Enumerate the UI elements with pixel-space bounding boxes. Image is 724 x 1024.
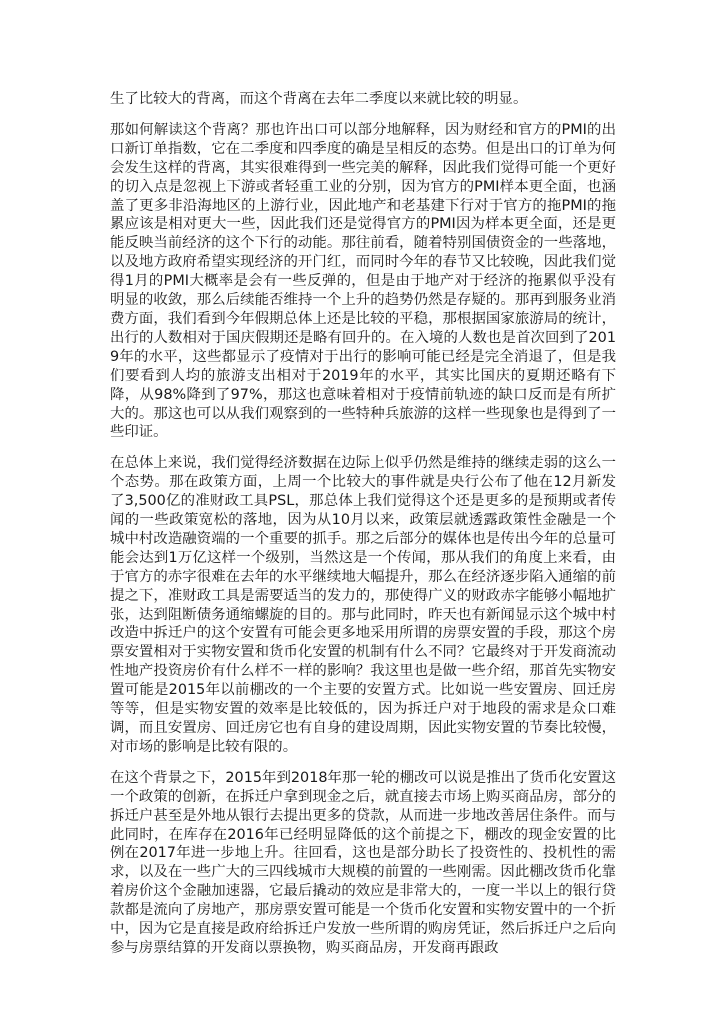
paragraph-2: 那如何解读这个背离？那也许出口可以部分地解释，因为财经和官方的PMI的出口新订单指数，它在二季度和四季度的确是呈相反的态势。但是出口的订单为何会发生这样的背离，其实很难得到一些完美的解释，因此我们觉得可能一个更好的切入点是忽视上下游或者轻重工业的分别，因为官方的PMI样本更全面，也涵盖了更多非沿海地区的上游行业，因此地产和老基建下行对于官方的拖PMI的拖累应该是相对更大一些，因此我们还是觉得官方的PMI因为样本更全面，还是更能反映当前经济的这个下行的动能。那往前看，随着特别国债资金的一些落地，以及地方政府希望实现经济的开门红，而同时今年的春节又比较晚，因此我们觉得1月的PMI大概率是会有一些反弹的，但是由于地产对于经济的拖累似乎没有明显的收敛，那么后续能否维持一个上升的趋势仍然是存疑的。那再到服务业消费方面，我们看到今年假期总体上还是比较的平稳，那根据国家旅游局的统计，出行的人数相对于国庆假期还是略有回升的。在入境的人数也是首次回到了2019年的水平，这些都显示了疫情对于出行的影响可能已经是完全消退了，但是我们要看到人均的旅游支出相对于2019年的水平，其实比国庆的夏期还略有下降，从98%降到了97%，那这也意味着相对于疫情前轨迹的缺口反而是有所扩大的。那这也可以从我们观察到的一些特种兵旅游的这样一些现象也是得到了一些印证。 — [110, 121, 616, 441]
paragraph-1: 生了比较大的背离，而这个背离在去年二季度以来就比较的明显。 — [110, 91, 528, 107]
paragraph-3: 在总体上来说，我们觉得经济数据在边际上似乎仍然是维持的继续走弱的这么一个态势。那在政策方面，上周一个比较大的事件就是央行公布了他在12月新发了3,500亿的准财政工具PSL，那总体上我们觉得这个还是更多的是预期或者传闻的一些政策宽松的落地，因为从10月以来，政策层就透露政策性金融是一个城中村改造融资端的一个重要的抓手。那之后部分的媒体也是传出今年的总量可能会达到1万亿这样一个级别，当然这是一个传闻，那从我们的角度上来看，由于官方的赤字很难在去年的水平继续地大幅提升，那么在经济逐步陷入通缩的前提之下，准财政工具是需要适当的发力的，那使得广义的财政赤字能够小幅地扩张，达到阻断债务通缩螺旋的目的。那与此同时，昨天也有新闻显示这个城中村改造中拆迁户的这个安置有可能会更多地采用所谓的房票安置的手段，那这个房票安置相对于实物安置和货币化安置的机制有什么不同？它最终对于开发商流动性地产投资房价有什么样不一样的影响？我这里也是做一些介绍，那首先实物安置可能是2015年以前棚改的一个主要的安置方式。比如说一些安置房、回迁房等等，但是实物安置的效率是比较低的，因为拆迁户对于地段的需求是众口难调，而且安置房、回迁房它也有自身的建设周期，因此实物安置的节奏比较慢，对市场的影响是比较有限的。 — [110, 455, 616, 755]
document-page — [110, 90, 616, 970]
paragraph-4: 在这个背景之下，2015年到2018年那一轮的棚改可以说是推出了货币化安置这一个政策的创新，在拆迁户拿到现金之后，就直接去市场上购买商品房，部分的拆迁户甚至是外地从银行去提出更多的贷款，从而进一步地改善居住条件。而与此同时，在库存在2016年已经明显降低的这个前提之下，棚改的现金安置的比例在2017年进一步地上升。往回看，这也是部分助长了投资性的、投机性的需求，以及在一些广大的三四线城市大规模的前置的一些刚需。因此棚改货币化靠着房价这个金融加速器，它最后撬动的效应是非常大的，一度一半以上的银行贷款都是流向了房地产，那房票安置可能是一个货币化安置和实物安置中的一个折中，因为它是直接是政府给拆迁户发放一些所谓的购房凭证，然后拆迁户之后向参与房票结算的开发商以票换物，购买商品房，开发商再跟政 — [110, 769, 616, 956]
